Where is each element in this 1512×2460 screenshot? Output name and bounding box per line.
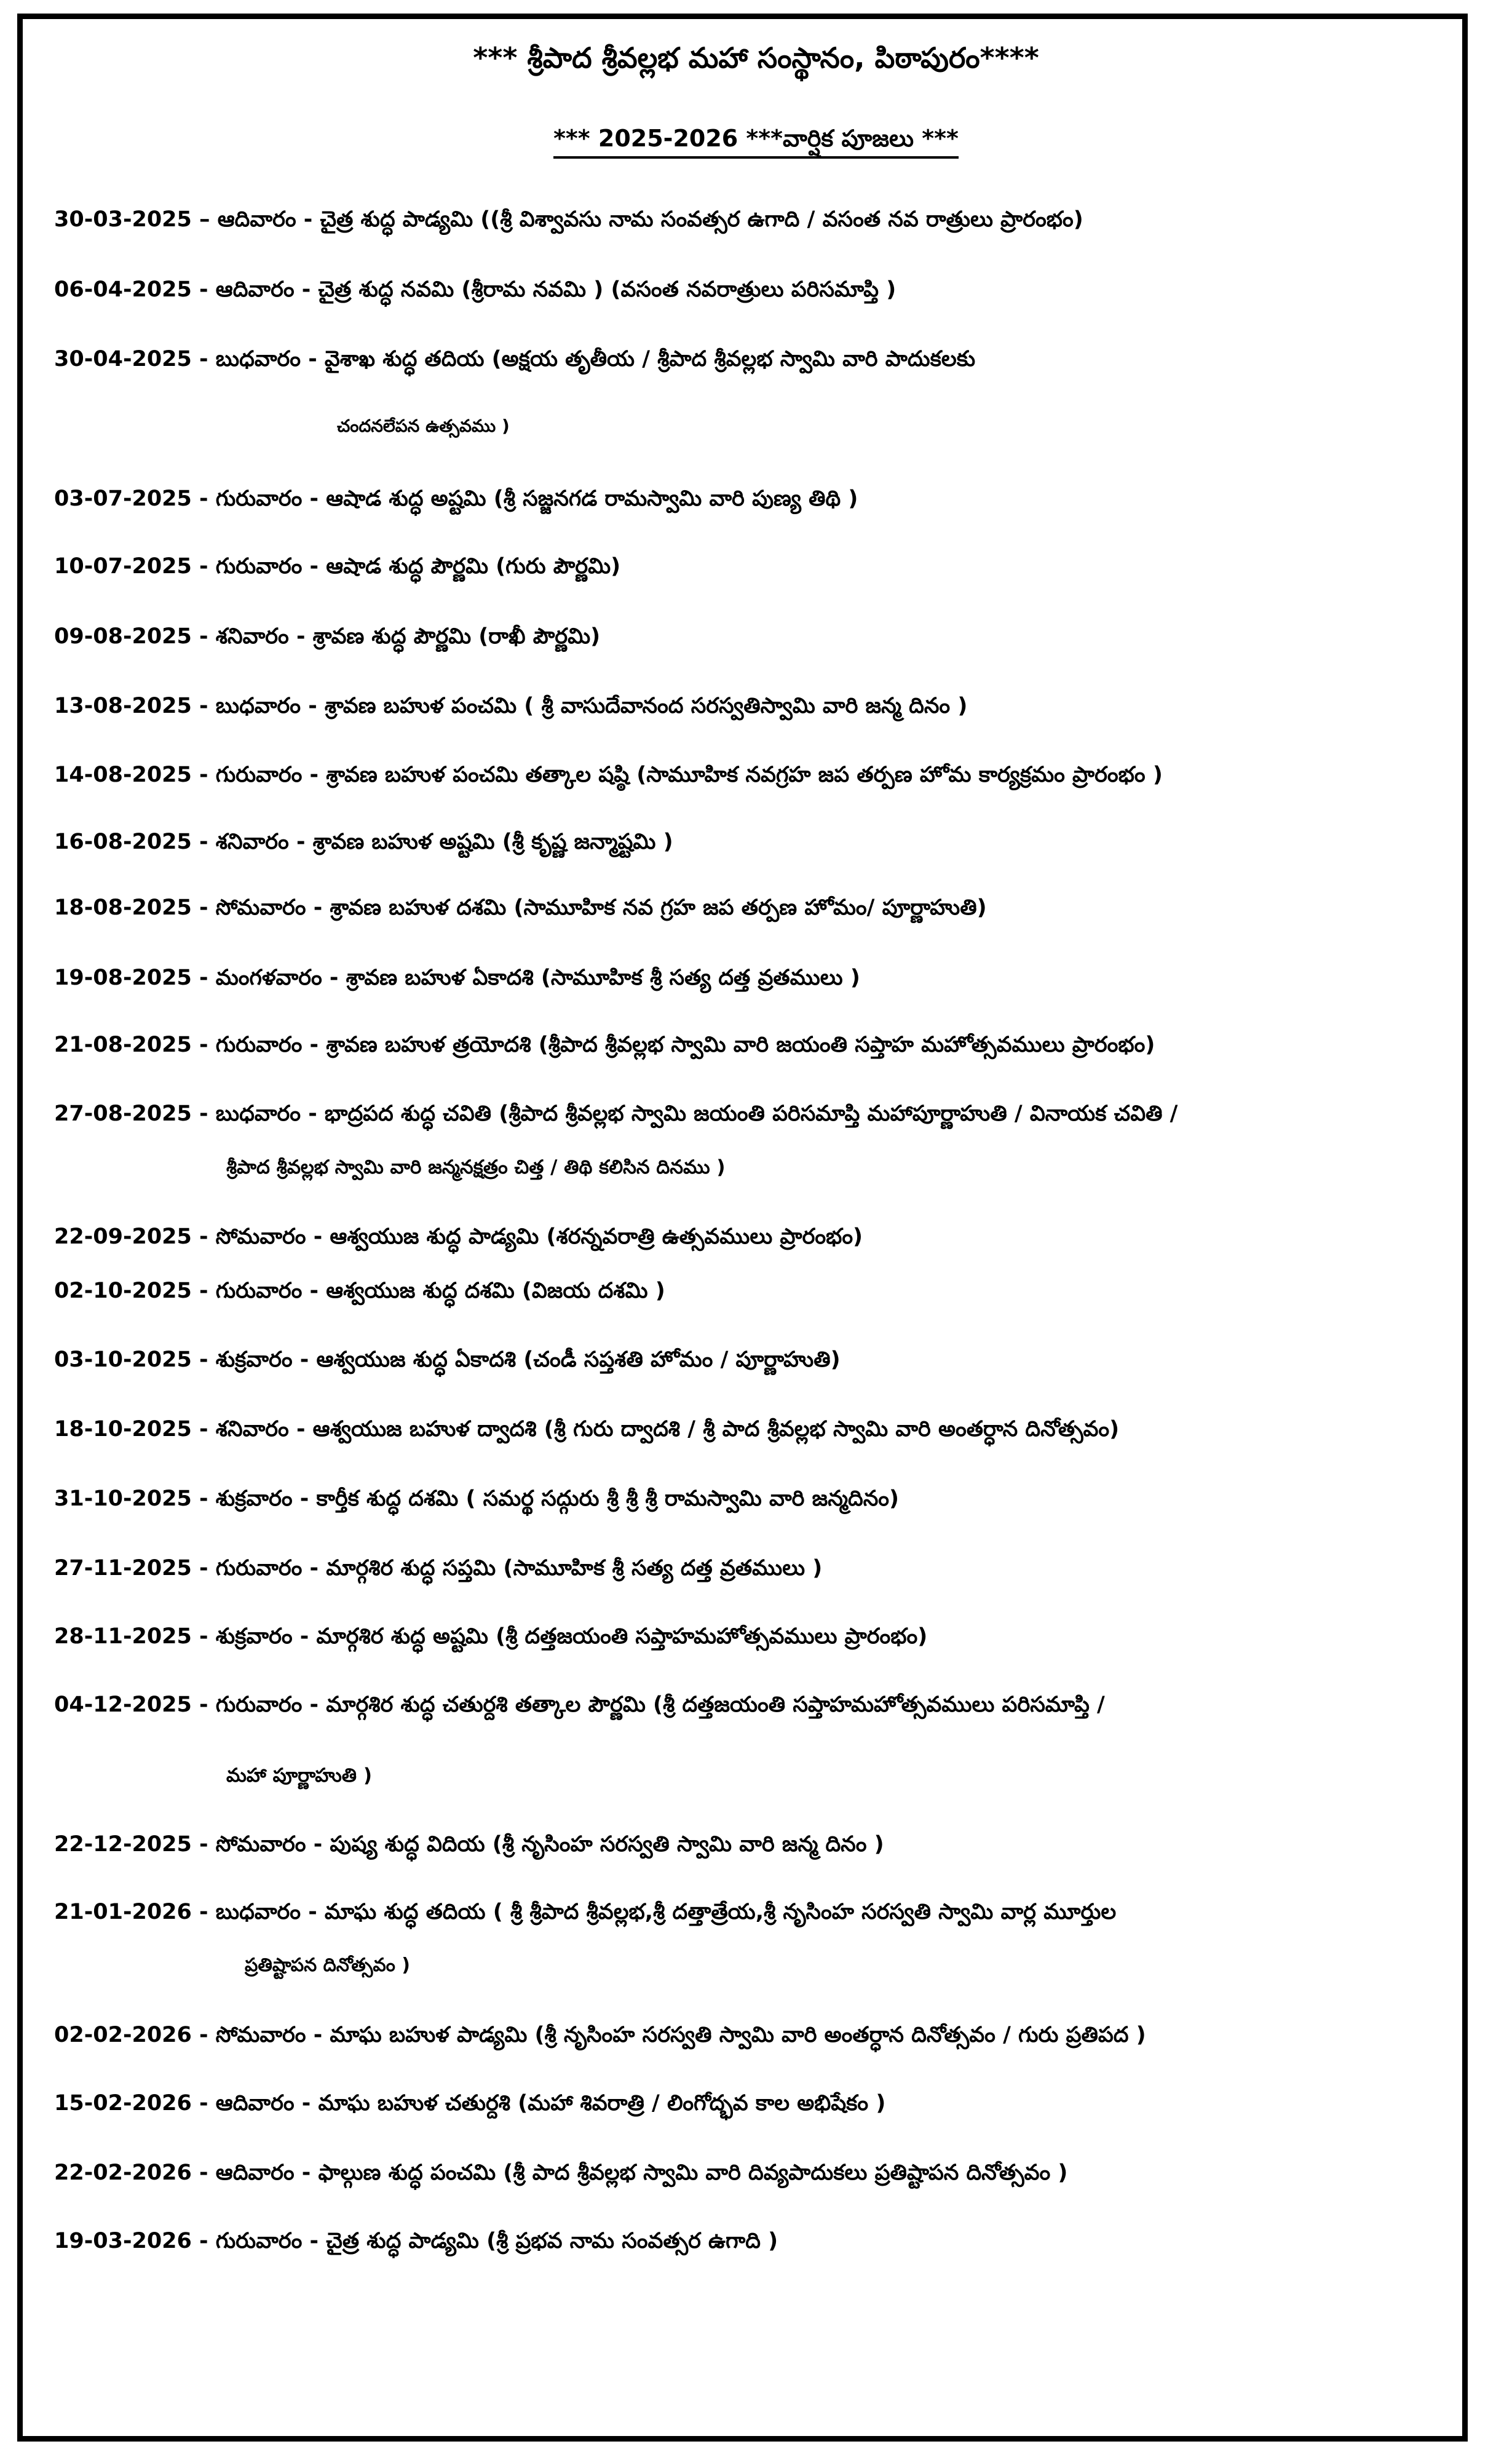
- subtitle-container: [0, 123, 1512, 159]
- event-entry: [54, 893, 1456, 922]
- event-entry: [54, 1897, 1456, 1927]
- event-line: 31-10-2025 - శుక్రవారం - కార్తీక శుద్ధ దశమి ( సమర్థ సద్గురు శ్రీ శ్రీ శ్రీ రామస్వామి వారి జన్మదినం): [54, 1486, 900, 1511]
- event-entry: [54, 622, 1456, 651]
- event-entry: [54, 760, 1456, 790]
- event-line: 09-08-2025 - శనివారం - శ్రావణ శుద్ధ పౌర్ణమి (రాఖీ పౌర్ణమి): [54, 624, 601, 649]
- event-line: 19-03-2026 - గురువారం - చైత్ర శుద్ధ పాడ్యమి (శ్రీ ప్రభవ నామ సంవత్సర ఉగాది ): [54, 2229, 778, 2253]
- event-entry: [54, 2020, 1456, 2050]
- event-line: 30-04-2025 - బుధవారం - వైశాఖ శుద్ధ తదియ (అక్షయ తృతీయ / శ్రీపాద శ్రీవల్లభ స్వామి వారి పాదుకలకు: [54, 347, 976, 371]
- event-entry: [54, 1830, 1456, 1859]
- event-entry: [54, 2089, 1456, 2118]
- event-line: 16-08-2025 - శనివారం - శ్రావణ బహుళ అష్టమి (శ్రీ కృష్ణ జన్మాష్టమి ): [54, 830, 673, 854]
- event-entry: [54, 1276, 1456, 1306]
- event-line: 19-08-2025 - మంగళవారం - శ్రావణ బహుళ ఏకాదశి (సామూహిక శ్రీ సత్య దత్త వ్రతములు ): [54, 966, 860, 990]
- event-entry-continuation: [226, 1153, 1512, 1182]
- event-entry: [54, 1345, 1456, 1375]
- event-line: 30-03-2025 – ఆదివారం - చైత్ర శుద్ధ పాడ్యమి ((శ్రీ విశ్వావసు నామ సంవత్సర ఉగాది / వసంత నవ రాత్రులు ప్రారంభం): [54, 207, 1083, 232]
- event-entry: [54, 552, 1456, 581]
- event-entry-continuation: [226, 1761, 1512, 1790]
- event-entry-continuation: [337, 411, 1512, 441]
- event-line: 06-04-2025 - ఆదివారం - చైత్ర శుద్ధ నవమి (శ్రీరామ నవమి ) (వసంత నవరాత్రులు పరిసమాప్తి ): [54, 277, 897, 302]
- event-line: 03-07-2025 - గురువారం - ఆషాడ శుద్ధ అష్టమి (శ్రీ సజ్జనగడ రామస్వామి వారి పుణ్య తిథి ): [54, 486, 858, 511]
- event-entry: [54, 963, 1456, 993]
- event-entry: [54, 1622, 1456, 1651]
- page-title: *** శ్రీపాద శ్రీవల్లభ మహా సంస్థానం, పిఠాపురం****: [473, 41, 1039, 74]
- page-subtitle: *** 2025-2026 ***వార్షిక పూజలు ***: [553, 123, 959, 159]
- event-line: 14-08-2025 - గురువారం - శ్రావణ బహుళ పంచమి తత్కాల షష్ఠి (సామూహిక నవగ్రహ జప తర్పణ హోమ కార్యక్రమం ప్రారంభం ): [54, 763, 1163, 787]
- event-line: 18-10-2025 - శనివారం - ఆశ్వయుజ బహుళ ద్వాదశి (శ్రీ గురు ద్వాదశి / శ్రీ పాద శ్రీవల్లభ స్వామి వారి అంతర్ధాన దినోత్సవం): [54, 1417, 1120, 1442]
- event-entry: [54, 1099, 1456, 1129]
- event-line: 03-10-2025 - శుక్రవారం - ఆశ్వయుజ శుద్ధ ఏకాదశి (చండీ సప్తశతి హోమం / పూర్ణాహుతి): [54, 1347, 841, 1372]
- event-line-continuation: ప్రతిష్టాపన దినోత్సవం ): [245, 1954, 411, 1976]
- event-entry: [54, 691, 1456, 721]
- event-line: 13-08-2025 - బుధవారం - శ్రావణ బహుళ పంచమి ( శ్రీ వాసుదేవానంద సరస్వతిస్వామి వారి జన్మ దినం ): [54, 694, 968, 718]
- event-line: 21-08-2025 - గురువారం - శ్రావణ బహుళ త్రయోదశి (శ్రీపాద శ్రీవల్లభ స్వామి వారి జయంతి సప్తాహ మహోత్సవములు ప్రారంభం): [54, 1033, 1155, 1057]
- event-entry: [54, 1030, 1456, 1060]
- event-entry: [54, 2158, 1456, 2188]
- event-entry-continuation: [245, 1951, 1512, 1980]
- event-line: 27-08-2025 - బుధవారం - భాద్రపద శుద్ధ చవితి (శ్రీపాద శ్రీవల్లభ స్వామి జయంతి పరిసమాప్తి మహాపూర్ణాహుతి / వినాయక చవితి /: [54, 1101, 1178, 1126]
- event-entry: [54, 1222, 1456, 1252]
- event-line: 27-11-2025 - గురువారం - మార్గశిర శుద్ధ సప్తమి (సామూహిక శ్రీ సత్య దత్త వ్రతములు ): [54, 1556, 823, 1581]
- event-line: 18-08-2025 - సోమవారం - శ్రావణ బహుళ దశమి (సామూహిక నవ గ్రహ జప తర్పణ హోమం/ పూర్ణాహుతి): [54, 895, 987, 920]
- event-line: 02-10-2025 - గురువారం - ఆశ్వయుజ శుద్ధ దశమి (విజయ దశమి ): [54, 1279, 665, 1303]
- event-line: 28-11-2025 - శుక్రవారం - మార్గశిర శుద్ధ అష్టమి (శ్రీ దత్తజయంతి సప్తాహమహోత్సవములు ప్రారంభం): [54, 1624, 928, 1649]
- event-entry: [54, 827, 1456, 857]
- event-entry: [54, 1484, 1456, 1514]
- event-line: 22-02-2026 - ఆదివారం - ఫాల్గుణ శుద్ధ పంచమి (శ్రీ పాద శ్రీవల్లభ స్వామి వారి దివ్యపాదుకలు ప్రతిష్టాపన దినోత్సవం ): [54, 2160, 1068, 2185]
- event-entry: [54, 275, 1456, 304]
- event-entry: [54, 344, 1456, 374]
- event-line: 02-02-2026 - సోమవారం - మాఘ బహుళ పాడ్యమి (శ్రీ నృసింహ సరస్వతి స్వామి వారి అంతర్ధాన దినోత్సవం / గురు ప్రతిపద ): [54, 2023, 1146, 2047]
- event-entry: [54, 205, 1456, 234]
- event-entry: [54, 2226, 1456, 2256]
- event-line: 21-01-2026 - బుధవారం - మాఘ శుద్ధ తదియ ( శ్రీ శ్రీపాద శ్రీవల్లభ,శ్రీ దత్తాత్రేయ,శ్రీ నృసింహ సరస్వతి స్వామి వార్ల మూర్తుల: [54, 1900, 1117, 1924]
- event-entry: [54, 1690, 1456, 1720]
- event-line: 15-02-2026 - ఆదివారం - మాఘ బహుళ చతుర్దశి (మహా శివరాత్రి / లింగోద్భవ కాల అభిషేకం ): [54, 2091, 886, 2116]
- event-entry: [54, 484, 1456, 514]
- event-line-continuation: చందనలేపన ఉత్సవము ): [337, 416, 510, 436]
- event-entry: [54, 1414, 1456, 1444]
- event-line: 04-12-2025 - గురువారం - మార్గశిర శుద్ధ చతుర్దశి తత్కాల పౌర్ణమి (శ్రీ దత్తజయంతి సప్తాహమహోత్సవములు పరిసమాప్తి /: [54, 1692, 1105, 1717]
- event-entry: [54, 1553, 1456, 1583]
- event-line-continuation: మహా పూర్ణాహుతి ): [226, 1764, 373, 1787]
- event-line: 22-12-2025 - సోమవారం - పుష్య శుద్ధ విదియ (శ్రీ నృసింహ సరస్వతి స్వామి వారి జన్మ దినం ): [54, 1832, 884, 1857]
- event-line: 10-07-2025 - గురువారం - ఆషాడ శుద్ధ పౌర్ణమి (గురు పౌర్ణమి): [54, 554, 621, 579]
- event-line-continuation: శ్రీపాద శ్రీవల్లభ స్వామి వారి జన్మనక్షత్రం చిత్త / తిథి కలిసిన దినము ): [226, 1156, 726, 1178]
- event-line: 22-09-2025 - సోమవారం - ఆశ్వయుజ శుద్ధ పాడ్యమి (శరన్నవరాత్రి ఉత్సవములు ప్రారంభం): [54, 1224, 863, 1249]
